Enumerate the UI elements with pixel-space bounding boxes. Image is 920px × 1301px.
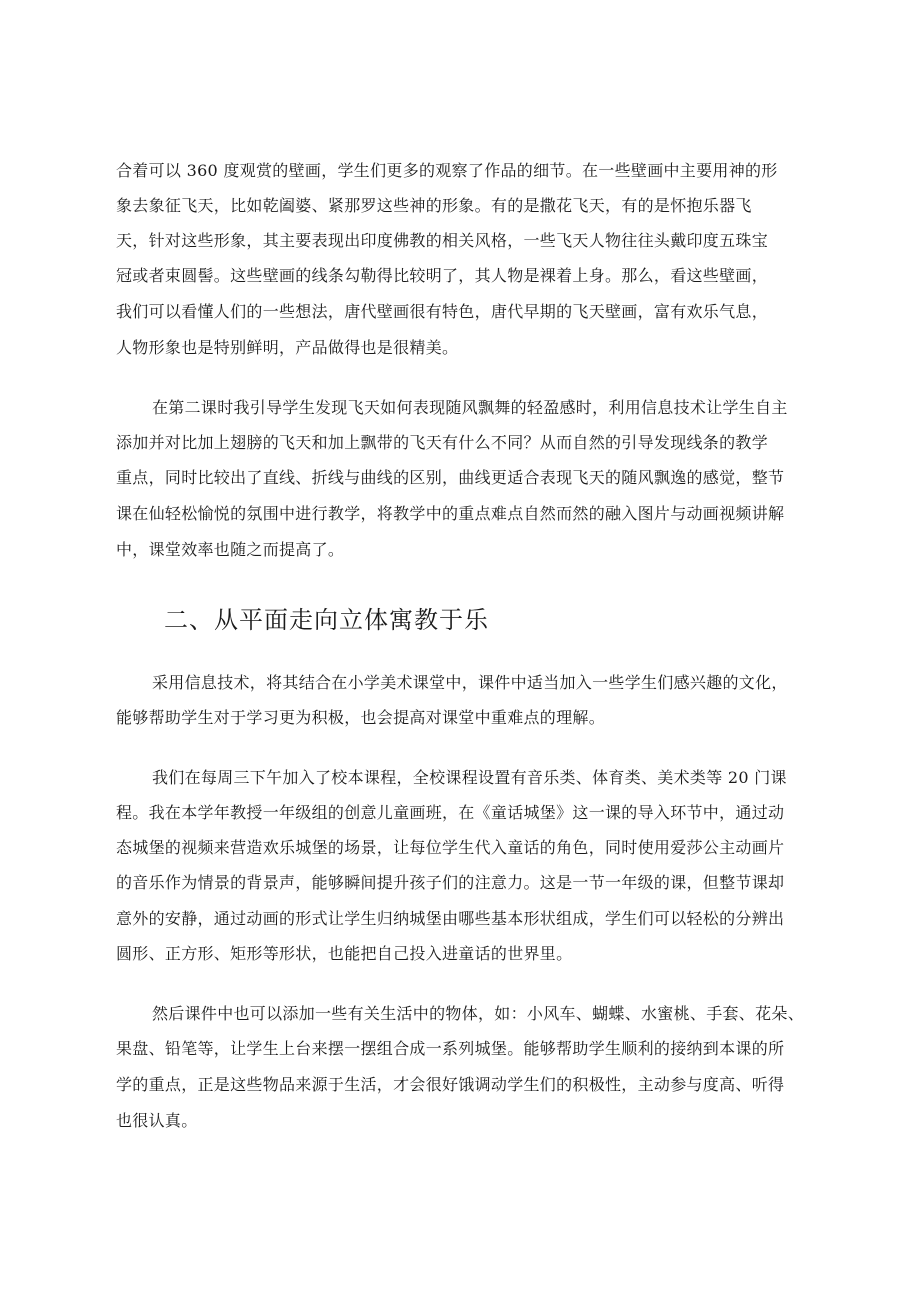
paragraph-5-line-3: 学的重点，正是这些物品来源于生活，才会很好饿调动学生们的积极性，主动参与度高、听得: [116, 1075, 785, 1094]
paragraph-1-line-4: 冠或者束圆髻。这些壁画的线条勾勒得比较明了，其人物是裸着上身。那么，看这些壁画，: [116, 266, 769, 285]
paragraph-2-line-4: 课在仙轻松愉悦的氛围中进行教学，将教学中的重点难点自然而然的融入图片与动画视频讲解: [116, 504, 785, 523]
paragraph-1-line-3: 天，针对这些形象，其主要表现出印度佛教的相关风格，一些飞天人物往往头戴印度五珠宝: [116, 231, 769, 250]
paragraph-1-line-1: 合着可以 360 度观赏的壁画，学生们更多的观察了作品的细节。在一些壁画中主要用神的形: [116, 161, 778, 180]
paragraph-2-line-5: 中，课堂效率也随之而提高了。: [116, 540, 345, 559]
paragraph-1-line-6: 人物形象也是特别鲜明，产品做得也是很精美。: [116, 338, 459, 357]
paragraph-2-line-3: 重点，同时比较出了直线、折线与曲线的区别，曲线更适合表现飞天的随风飘逸的感觉，整节: [116, 468, 785, 487]
paragraph-4-line-5: 意外的安静，通过动画的形式让学生归纳城堡由哪些基本形状组成，学生们可以轻松的分辨出: [116, 909, 785, 928]
paragraph-4-line-3: 态城堡的视频来营造欢乐城堡的场景，让每位学生代入童话的角色，同时使用爱莎公主动画片: [116, 838, 785, 857]
paragraph-5-line-2: 果盘、铅笔等，让学生上台来摆一摆组合成一系列城堡。能够帮助学生顺利的接纳到本课的所: [116, 1039, 785, 1058]
paragraph-4-line-2: 程。我在本学年教授一年级组的创意儿童画班，在《童话城堡》这一课的导入环节中，通过动: [116, 803, 785, 822]
paragraph-1-line-2: 象去象征飞天，比如乾阖婆、紧那罗这些神的形象。有的是撒花飞天，有的是怀抱乐器飞: [116, 196, 752, 215]
paragraph-4-line-4: 的音乐作为情景的背景声，能够瞬间提升孩子们的注意力。这是一节一年级的课，但整节课却: [116, 873, 785, 892]
paragraph-1-line-5: 我们可以看懂人们的一些想法，唐代壁画很有特色，唐代早期的飞天壁画，富有欢乐气息，: [116, 302, 769, 321]
paragraph-2-line-1: 在第二课时我引导学生发现飞天如何表现随风飘舞的轻盈感时，利用信息技术让学生自主: [152, 398, 788, 417]
paragraph-2-line-2: 添加并对比加上翅膀的飞天和加上飘带的飞天有什么不同？从而自然的引导发现线条的教学: [116, 433, 769, 452]
paragraph-4-line-1: 我们在每周三下午加入了校本课程，全校课程设置有音乐类、体育类、美术类等 20 门课: [152, 768, 787, 787]
paragraph-3-line-2: 能够帮助学生对于学习更为积极，也会提高对课堂中重难点的理解。: [116, 708, 606, 727]
paragraph-5-line-1: 然后课件中也可以添加一些有关生活中的物体，如：小风车、蝴蝶、水蜜桃、手套、花朵、: [152, 1004, 805, 1023]
paragraph-3-line-1: 采用信息技术，将其结合在小学美术课堂中，课件中适当加入一些学生们感兴趣的文化，: [152, 673, 788, 692]
paragraph-4-line-6: 圆形、正方形、矩形等形状，也能把自己投入进童话的世界里。: [116, 944, 573, 963]
paragraph-5-line-4: 也很认真。: [116, 1111, 198, 1130]
section-heading: 二、从平面走向立体寓教于乐: [164, 606, 489, 634]
